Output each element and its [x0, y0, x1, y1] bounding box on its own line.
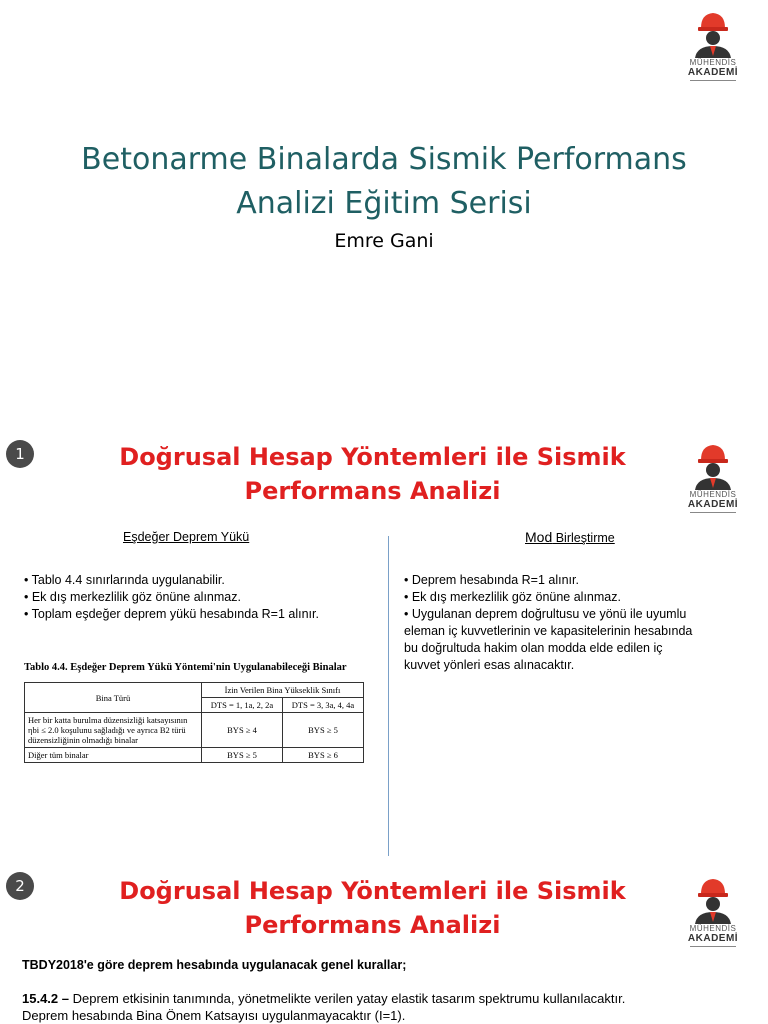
table-cell: BYS ≥ 4 — [202, 713, 283, 748]
table-header: İzin Verilen Bina Yükseklik Sınıfı — [202, 683, 364, 698]
left-bullet-list — [24, 572, 319, 623]
list-item: • Deprem hesabında R=1 alınır. — [404, 573, 579, 587]
rule-number: 15.4.2 – — [22, 991, 69, 1006]
rule-paragraph — [22, 990, 738, 1024]
list-item: • Toplam eşdeğer deprem yükü hesabında R=1 alınır. — [24, 607, 319, 621]
rules-heading: TBDY2018'e göre deprem hesabında uygulanacak genel kurallar; — [22, 958, 407, 972]
applicability-table — [24, 682, 364, 763]
logo-line1: MÜHENDİS — [689, 490, 737, 499]
engineer-helmet-icon — [689, 8, 737, 58]
slide-title — [80, 440, 665, 508]
main-title-line2: Analizi Eğitim Serisi — [236, 186, 532, 221]
slide-title-line2: Performans Analizi — [244, 477, 501, 505]
right-heading-rest: Birleştirme — [552, 531, 615, 545]
slide-1 — [0, 428, 768, 858]
table-row — [25, 713, 364, 748]
logo-line2: AKADEMİ — [687, 499, 739, 510]
author-name: Emre Gani — [334, 230, 434, 252]
muhendis-akademi-logo — [686, 440, 740, 513]
list-item: • Ek dış merkezlilik göz önüne alınmaz. — [24, 590, 241, 604]
rule-text: Deprem etkisinin tanımında, yönetmelikte verilen yatay elastik tasarım spektrumu kullanılacaktır. — [69, 991, 626, 1006]
list-item: • Tablo 4.4 sınırlarında uygulanabilir. — [24, 573, 225, 587]
muhendis-akademi-logo — [686, 874, 740, 947]
engineer-helmet-icon — [689, 874, 737, 924]
logo-line1: MÜHENDİS — [689, 924, 737, 933]
title-slide — [0, 0, 768, 390]
slide-title-line1: Doğrusal Hesap Yöntemleri ile Sismik — [119, 443, 626, 471]
list-item: eleman iç kuvvetlerinin ve kapasitelerinin hesabında — [404, 624, 693, 638]
table-cell: Her bir katta burulma düzensizliği katsayısının ηbi ≤ 2.0 koşulunu sağladığı ve ayrıca B2 türü düzensizliğinin olmadığı binalar — [25, 713, 202, 748]
table-row — [25, 748, 364, 763]
slide-number-badge: 2 — [6, 872, 34, 900]
main-title-line1: Betonarme Binalarda Sismik Performans — [81, 142, 687, 177]
logo-line2: AKADEMİ — [687, 67, 739, 78]
slide-title-line1: Doğrusal Hesap Yöntemleri ile Sismik — [119, 877, 626, 905]
left-column-heading: Eşdeğer Deprem Yükü — [123, 530, 250, 544]
right-column-heading — [525, 529, 615, 545]
logo-line2: AKADEMİ — [687, 933, 739, 944]
table-cell: BYS ≥ 6 — [283, 748, 364, 763]
right-heading-bold: Mod — [525, 529, 553, 545]
table-cell: BYS ≥ 5 — [283, 713, 364, 748]
list-item: kuvvet yönleri esas alınacaktır. — [404, 658, 575, 672]
slide-title-line2: Performans Analizi — [244, 911, 501, 939]
slide-number-badge: 1 — [6, 440, 34, 468]
slide-2 — [0, 862, 768, 1024]
table-caption: Tablo 4.4. Eşdeğer Deprem Yükü Yöntemi'nin Uygulanabileceği Binalar — [24, 662, 347, 673]
muhendis-akademi-logo — [686, 8, 740, 81]
list-item: bu doğrultuda hakim olan modda elde edilen iç — [404, 641, 663, 655]
table-header: DTS = 1, 1a, 2, 2a — [202, 698, 283, 713]
table-cell: Diğer tüm binalar — [25, 748, 202, 763]
column-divider — [388, 536, 389, 856]
list-item: • Uygulanan deprem doğrultusu ve yönü ile uyumlu — [404, 607, 687, 621]
rule-text-2: Deprem hesabında Bina Önem Katsayısı uygulanmayacaktır (I=1). — [22, 1008, 406, 1023]
logo-line1: MÜHENDİS — [689, 58, 737, 67]
engineer-helmet-icon — [689, 440, 737, 490]
table-header: DTS = 3, 3a, 4, 4a — [283, 698, 364, 713]
slide-title — [80, 874, 665, 942]
main-title — [0, 138, 768, 226]
right-bullet-list — [404, 572, 692, 674]
table-header: Bina Türü — [25, 683, 202, 713]
table-cell: BYS ≥ 5 — [202, 748, 283, 763]
list-item: • Ek dış merkezlilik göz önüne alınmaz. — [404, 590, 621, 604]
